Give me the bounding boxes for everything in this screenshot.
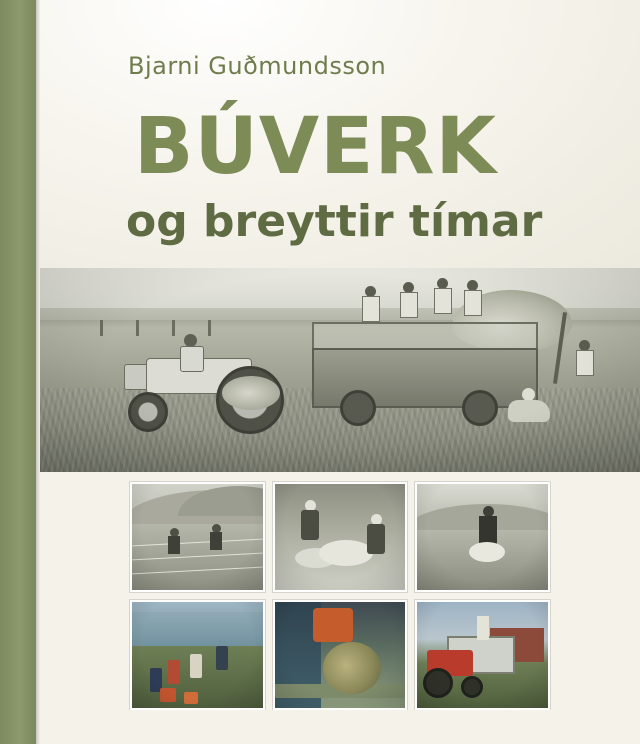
fence-worker: [168, 528, 180, 554]
worker-body: [400, 292, 418, 318]
farmer-body: [367, 524, 385, 554]
fence-wire: [132, 567, 263, 575]
farmer: [301, 500, 319, 540]
thumbnail-fishing-net-and-gear: [273, 600, 408, 710]
fishing-net: [323, 642, 381, 694]
fence-post: [100, 320, 103, 336]
sheep: [319, 540, 373, 566]
fence-wire: [132, 553, 263, 561]
thumbnail-sheep-handling: [273, 482, 408, 592]
field-worker: [400, 282, 416, 316]
fence-worker: [210, 524, 222, 550]
tractor-front-wheel: [128, 392, 168, 432]
tractor-rear-wheel: [423, 668, 453, 698]
worker-body: [362, 296, 380, 322]
worker-body: [576, 350, 594, 376]
driver-torso: [180, 346, 204, 372]
book-title: BÚVERK: [134, 102, 497, 192]
thumbnail-shoreline-harvest-workers: [130, 600, 265, 710]
field-worker: [434, 278, 450, 312]
hero-photo: [40, 268, 640, 472]
worker-body: [464, 290, 482, 316]
thumbnail-shepherd-carrying-lamb: [415, 482, 550, 592]
bucket: [184, 692, 198, 704]
shore-worker: [168, 660, 180, 684]
farmer-body: [301, 510, 319, 540]
shore-worker: [190, 654, 202, 678]
farmer: [367, 514, 385, 554]
tractor-driver: [180, 334, 202, 368]
field-worker: [464, 280, 480, 314]
fence-wire: [132, 539, 263, 547]
tractor: [118, 326, 308, 436]
hay-wagon: [312, 312, 534, 422]
field-worker: [362, 286, 378, 320]
wagon-wheel: [462, 390, 498, 426]
cover-front-face: [40, 0, 640, 744]
worker-body: [210, 532, 222, 550]
author-name: Bjarni Guðmundsson: [128, 52, 387, 80]
thumbnail-grid: [130, 482, 550, 710]
worker-body: [168, 536, 180, 554]
worker-on-trailer: [477, 616, 489, 640]
cover-bottom-margin: [40, 710, 640, 744]
seated-body: [508, 400, 550, 422]
field-worker: [576, 340, 592, 374]
bucket: [160, 688, 176, 702]
seated-figures: [502, 388, 554, 424]
orange-float: [313, 608, 353, 642]
loose-hay-bundle: [222, 376, 280, 410]
worker-body: [434, 288, 452, 314]
shore-worker: [216, 646, 228, 670]
lamb: [469, 542, 505, 562]
thumbnail-red-tractor-and-trailer: [415, 600, 550, 710]
thumbnail-vignette: [275, 484, 406, 590]
book-subtitle: og breyttir tímar: [126, 196, 543, 247]
wagon-wheel: [340, 390, 376, 426]
tractor-front-wheel: [461, 676, 483, 698]
thumbnail-fence-building-in-valley: [130, 482, 265, 592]
book-spine: [0, 0, 36, 744]
